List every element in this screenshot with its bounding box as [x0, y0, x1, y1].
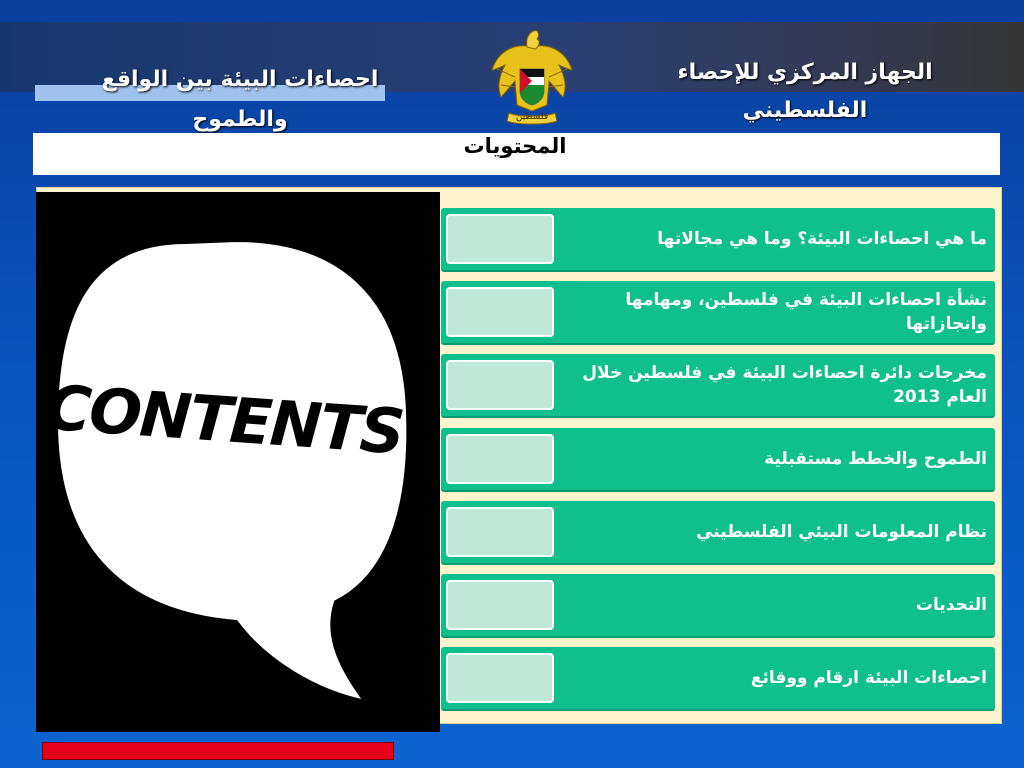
- menu-item-label: نظام المعلومات البيئي الفلسطيني: [696, 522, 987, 542]
- footer-red-bar: [42, 742, 394, 760]
- menu-item-2[interactable]: [441, 281, 995, 345]
- menu-item-6[interactable]: [441, 574, 995, 638]
- menu-item-label: مخرجات دائرة احصاءات البيئة في فلسطين خلال العام 2013: [582, 363, 987, 407]
- menu-item-label: الطموح والخطط مستقبلية: [764, 449, 987, 469]
- menu-item-label: نشأة احصاءات البيئة في فلسطين، ومهامها وانجازاتها: [625, 290, 987, 334]
- menu-item-1[interactable]: [441, 208, 995, 272]
- menu-item-7[interactable]: [441, 647, 995, 711]
- menu-item-label: التحديات: [915, 595, 987, 615]
- organization-title: الجهاز المركزي للإحصاء الفلسطيني: [677, 60, 933, 123]
- menu-item-thumbnail: [446, 434, 554, 484]
- presentation-title: احصاءات البيئة بين الواقع والطموح: [101, 67, 379, 132]
- menu-item-thumbnail: [446, 580, 554, 630]
- contents-title: المحتويات: [463, 134, 567, 158]
- menu-item-5[interactable]: [441, 501, 995, 565]
- speech-bubble-icon: [36, 192, 440, 732]
- menu-item-thumbnail: [446, 214, 554, 264]
- emblem-scroll-text: فلسطين: [515, 112, 549, 122]
- menu-item-thumbnail: [446, 507, 554, 557]
- menu-item-4[interactable]: [441, 428, 995, 492]
- contents-image: [36, 192, 440, 732]
- menu-item-label: احصاءات البيئة ارقام ووقائع: [750, 668, 987, 688]
- menu-item-3[interactable]: [441, 354, 995, 418]
- menu-item-label: ما هي احصاءات البيئة؟ وما هي مجالاتها: [657, 229, 987, 249]
- menu-item-thumbnail: [446, 287, 554, 337]
- menu-item-thumbnail: [446, 360, 554, 410]
- menu-item-thumbnail: [446, 653, 554, 703]
- speech-bubble-text: CONTENTS!: [43, 370, 432, 471]
